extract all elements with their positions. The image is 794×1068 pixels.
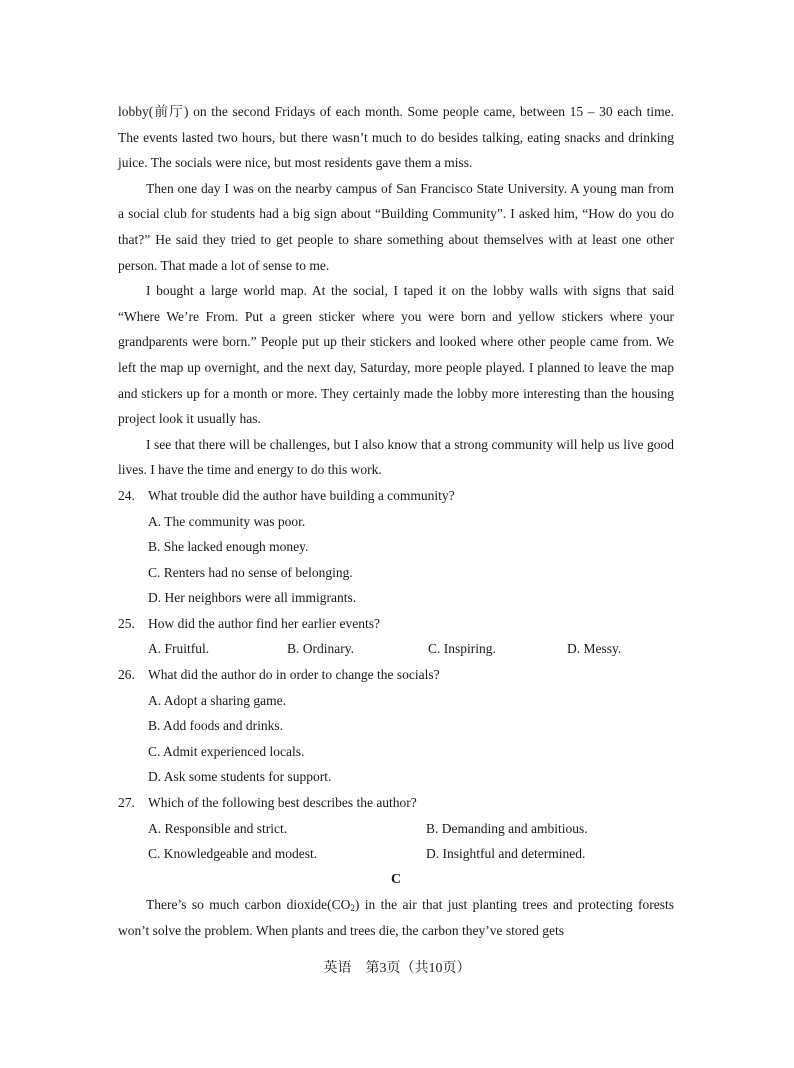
question-number: 27.	[118, 795, 135, 811]
passage-b-paragraph-2: Then one day I was on the nearby campus of San Francisco State University. A young man from a social club for students had a big sign about “Building Community”. I asked him, “How do you do that?” He said they tried to get people to share something about themselves with at least one other person. That made a lot of sense to me.	[118, 180, 674, 273]
section-heading: C	[390, 871, 402, 887]
option-c: C. Renters had no sense of belonging.	[148, 564, 353, 580]
page-footer: 英语 第3页（共10页）	[323, 961, 471, 976]
question-number: 25.	[118, 615, 135, 631]
question-stem	[118, 790, 674, 816]
question-text: Which of the following best describes the author?	[148, 795, 417, 811]
question-stem	[118, 483, 674, 509]
options-row	[118, 816, 674, 842]
passage-b-paragraph-1: lobby(前厅) on the second Fridays of each month. Some people came, between 15 – 30 each time. The events lasted two hours, but there wasn’t much to do besides talking, eating snacks and drinking juice. The socials were nice, but most residents gave them a miss.	[118, 104, 674, 171]
options-row	[118, 636, 674, 662]
passage-c-text-2: ) in the air that just planting trees and protecting forests won’t solve the problem. When plants and trees die, the carbon they’ve stored gets	[118, 897, 675, 938]
question-stem	[118, 611, 674, 637]
question-24	[118, 483, 674, 611]
co2-subscript: 2	[350, 903, 355, 914]
question-number: 26.	[118, 667, 135, 683]
passage-b-paragraph-3: I bought a large world map. At the social, I taped it on the lobby walls with signs that said “Where We’re From. Put a green sticker where you were born and yellow stickers where your grandparents were born.” People put up their stickers and looked where other people came from. We left the map up overnight, and the next day, Saturday, more people played. I planned to leave the map and stickers up for a month or more. They certainly made the lobby more interesting than the housing project look it usually has.	[118, 283, 674, 427]
question-27	[118, 790, 674, 867]
page-content	[118, 99, 674, 944]
question-text: How did the author find her earlier events?	[148, 615, 381, 631]
option-a: A. Responsible and strict.	[148, 820, 288, 836]
option-c: C. Knowledgeable and modest.	[148, 846, 318, 862]
question-text: What trouble did the author have building a community?	[148, 487, 455, 503]
question-number: 24.	[118, 487, 135, 503]
option-b: B. Ordinary.	[287, 641, 354, 657]
question-text: What did the author do in order to change the socials?	[148, 667, 440, 683]
option-a: A. The community was poor.	[148, 513, 306, 529]
option-d: D. Messy.	[567, 641, 622, 657]
question-26	[118, 662, 674, 790]
option-d: D. Ask some students for support.	[148, 769, 332, 785]
option-c: C. Admit experienced locals.	[148, 743, 305, 759]
option-a: A. Fruitful.	[148, 641, 210, 657]
options-row	[118, 841, 674, 867]
passage-c-paragraph-1	[118, 892, 674, 943]
option-b: B. Demanding and ambitious.	[426, 820, 588, 836]
option-a: A. Adopt a sharing game.	[148, 692, 286, 708]
option-b: B. She lacked enough money.	[148, 539, 309, 555]
passage-b-paragraph-4: I see that there will be challenges, but I also know that a strong community will help us live good lives. I have the time and energy to do this work.	[118, 436, 674, 478]
option-d: D. Insightful and determined.	[426, 846, 586, 862]
option-c: C. Inspiring.	[428, 641, 496, 657]
passage-c-text-1: There’s so much carbon dioxide(CO	[146, 897, 351, 913]
question-25	[118, 611, 674, 662]
question-stem	[118, 662, 674, 688]
option-d: D. Her neighbors were all immigrants.	[148, 590, 357, 606]
option-b: B. Add foods and drinks.	[148, 718, 283, 734]
